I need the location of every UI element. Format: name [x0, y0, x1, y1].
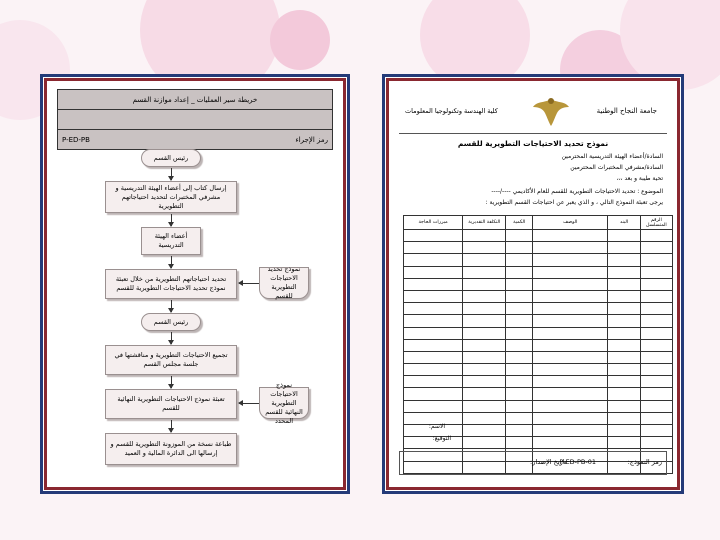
table-row — [404, 303, 673, 315]
table-cell — [533, 388, 608, 400]
table-cell — [404, 254, 463, 266]
table-cell — [506, 412, 533, 424]
procedure-code-label: رمز الإجراء — [295, 135, 328, 144]
table-cell — [463, 339, 506, 351]
table-cell — [640, 327, 672, 339]
table-row — [404, 351, 673, 363]
flow-node-final-form: تعبئة نموذج الاحتياجات التطويرية النهائية للقسم — [105, 389, 237, 419]
table-cell — [506, 315, 533, 327]
col-serial: الرقم المتسلسل — [640, 216, 672, 230]
table-cell — [608, 388, 640, 400]
table-cell — [404, 230, 463, 242]
table-row — [404, 376, 673, 388]
table-row — [404, 364, 673, 376]
table-cell — [463, 278, 506, 290]
instruction-line: يرجى تعبئة النموذج التالي ، و الذي يعبر عن احتياجات القسم التطويرية : — [485, 199, 663, 206]
table-cell — [640, 242, 672, 254]
table-cell — [533, 437, 608, 449]
table-row — [404, 242, 673, 254]
table-cell — [608, 339, 640, 351]
table-row — [404, 266, 673, 278]
table-cell — [506, 364, 533, 376]
table-row — [404, 400, 673, 412]
table-row — [404, 254, 673, 266]
subject-line: الموضوع : تحديد الاحتياجات التطويرية للقسم للعام الأكاديمي ----/---- — [491, 188, 663, 195]
flow-arrow — [171, 332, 172, 344]
table-cell — [463, 425, 506, 437]
table-cell — [463, 388, 506, 400]
flowchart-panel — [40, 74, 350, 494]
table-cell — [608, 364, 640, 376]
table-cell — [404, 376, 463, 388]
table-cell — [506, 437, 533, 449]
table-cell — [640, 254, 672, 266]
table-cell — [506, 339, 533, 351]
table-cell — [463, 303, 506, 315]
table-cell — [463, 290, 506, 302]
col-quantity: الكمية — [506, 216, 533, 230]
table-cell — [463, 400, 506, 412]
table-cell — [463, 364, 506, 376]
addressee-faculty: السادة/أعضاء الهيئة التدريسية المحترمين — [561, 153, 663, 160]
form-title: نموذج تحديد الاحتياجات التطويرية للقسم — [457, 139, 609, 148]
table-cell — [463, 376, 506, 388]
table-cell — [533, 230, 608, 242]
table-row — [404, 339, 673, 351]
table-cell — [533, 278, 608, 290]
flow-node-send-letter: إرسال كتاب إلى أعضاء الهيئة التدريسية و مشرفي المختبرات لتحديد احتياجاتهم التطويرية — [105, 181, 237, 213]
table-cell — [533, 242, 608, 254]
table-cell — [640, 315, 672, 327]
table-cell — [640, 303, 672, 315]
table-cell — [640, 425, 672, 437]
flow-arrow-side — [239, 283, 259, 284]
table-cell — [404, 327, 463, 339]
table-cell — [533, 327, 608, 339]
table-cell — [404, 242, 463, 254]
table-cell — [463, 437, 506, 449]
table-cell — [608, 376, 640, 388]
table-cell — [506, 290, 533, 302]
flow-node-print-send: طباعة نسخة من الموزونة التطويرية للقسم و إرسالها الى الدائرة المالية و العميد — [105, 433, 237, 465]
table-row — [404, 230, 673, 242]
table-cell — [404, 278, 463, 290]
procedure-code-row — [58, 130, 332, 149]
table-cell — [533, 254, 608, 266]
table-cell — [533, 412, 608, 424]
table-cell — [404, 303, 463, 315]
table-cell — [608, 242, 640, 254]
flow-arrow — [171, 376, 172, 388]
flow-arrow-side — [239, 403, 259, 404]
table-cell — [608, 437, 640, 449]
table-cell — [608, 412, 640, 424]
name-label: الاسم: — [428, 423, 445, 430]
table-cell — [463, 412, 506, 424]
table-cell — [533, 425, 608, 437]
table-cell — [463, 351, 506, 363]
table-cell — [506, 266, 533, 278]
flow-node-determine-needs: تحديد احتياجاتهم التطويرية من خلال تعبئة نموذج تحديد الاحتياجات التطويرية للقسم — [105, 269, 237, 299]
table-cell — [463, 230, 506, 242]
table-cell — [463, 266, 506, 278]
table-cell — [640, 437, 672, 449]
procedure-code-value: P-ED-PB — [62, 135, 90, 144]
form-header — [399, 93, 667, 134]
table-cell — [506, 254, 533, 266]
university-name: جامعة النجاح الوطنية — [596, 107, 657, 115]
col-description: الوصف — [533, 216, 608, 230]
table-cell — [640, 266, 672, 278]
table-cell — [533, 400, 608, 412]
flow-arrow — [171, 420, 172, 432]
table-row — [404, 290, 673, 302]
flow-node-dept-head-2: رئيس القسم — [141, 313, 201, 331]
table-cell — [533, 266, 608, 278]
table-cell — [506, 400, 533, 412]
table-cell — [608, 425, 640, 437]
table-cell — [404, 388, 463, 400]
table-row — [404, 388, 673, 400]
table-cell — [608, 351, 640, 363]
table-cell — [506, 327, 533, 339]
table-cell — [640, 290, 672, 302]
table-cell — [608, 400, 640, 412]
flowchart-title: خريطة سير العمليات _ إعداد موازنة القسم — [58, 90, 332, 110]
table-cell — [404, 400, 463, 412]
form-code-label: رمز النموذج: — [627, 458, 662, 466]
flow-arrow — [171, 168, 172, 180]
table-cell — [640, 400, 672, 412]
table-cell — [463, 254, 506, 266]
flow-arrow — [171, 300, 172, 312]
eagle-logo-icon — [531, 93, 571, 129]
table-cell — [506, 230, 533, 242]
header-blank-row — [58, 110, 332, 130]
flowchart-header — [57, 89, 333, 150]
table-cell — [404, 315, 463, 327]
table-cell — [404, 339, 463, 351]
flow-node-faculty: أعضاء الهيئة التدريسية — [141, 227, 201, 255]
table-cell — [404, 364, 463, 376]
flow-doc-final-needs: نموذج الاحتياجات التطويرية النهائية للقسم المحدد — [259, 387, 309, 419]
table-cell — [640, 388, 672, 400]
table-cell — [463, 327, 506, 339]
table-row — [404, 278, 673, 290]
flow-arrow — [171, 214, 172, 226]
table-cell — [640, 412, 672, 424]
table-cell — [608, 230, 640, 242]
table-cell — [640, 364, 672, 376]
form-footer — [399, 451, 667, 475]
flow-node-dept-head: رئيس القسم — [141, 149, 201, 167]
table-row — [404, 327, 673, 339]
table-cell — [404, 290, 463, 302]
table-cell — [640, 230, 672, 242]
table-cell — [463, 242, 506, 254]
table-cell — [533, 303, 608, 315]
addressee-supervisors: السادة/مشرفي المختبرات المحترمين — [570, 164, 663, 171]
table-cell — [506, 242, 533, 254]
greeting: تحية طيبة و بعد ،،، — [616, 175, 663, 182]
table-header-row — [404, 216, 673, 230]
needs-form-panel — [382, 74, 684, 494]
table-cell — [640, 376, 672, 388]
table-cell — [608, 327, 640, 339]
table-cell — [404, 266, 463, 278]
col-estimated-cost: التكلفة التقديرية — [463, 216, 506, 230]
table-cell — [608, 266, 640, 278]
college-name: كلية الهندسة وتكنولوجيا المعلومات — [405, 107, 498, 115]
col-item: البند — [608, 216, 640, 230]
table-cell — [533, 290, 608, 302]
table-cell — [506, 351, 533, 363]
table-cell — [640, 351, 672, 363]
table-cell — [506, 425, 533, 437]
table-cell — [608, 303, 640, 315]
flow-doc-needs-form: نموذج تحديد الاحتياجات التطويرية للقسم — [259, 267, 309, 299]
issue-date-label: تاريخ الإصدار: — [530, 458, 567, 466]
table-cell — [608, 278, 640, 290]
table-cell — [640, 339, 672, 351]
flow-arrow — [171, 256, 172, 268]
form-code-value: P-ED-PB-01 — [559, 458, 596, 466]
table-cell — [506, 303, 533, 315]
table-cell — [506, 376, 533, 388]
table-cell — [506, 388, 533, 400]
table-row — [404, 315, 673, 327]
table-cell — [608, 254, 640, 266]
table-cell — [533, 364, 608, 376]
background-circle — [270, 10, 330, 70]
table-cell — [533, 315, 608, 327]
table-cell — [608, 315, 640, 327]
col-justification: مبررات الحاجة — [404, 216, 463, 230]
table-cell — [533, 339, 608, 351]
table-cell — [533, 376, 608, 388]
table-cell — [506, 278, 533, 290]
signature-label: التوقيع: — [432, 435, 451, 442]
table-cell — [608, 290, 640, 302]
table-cell — [463, 315, 506, 327]
flow-node-collect-discuss: تجميع الاحتياجات التطويرية و مناقشتها في جلسة مجلس القسم — [105, 345, 237, 375]
table-cell — [404, 351, 463, 363]
table-cell — [640, 278, 672, 290]
table-cell — [533, 351, 608, 363]
